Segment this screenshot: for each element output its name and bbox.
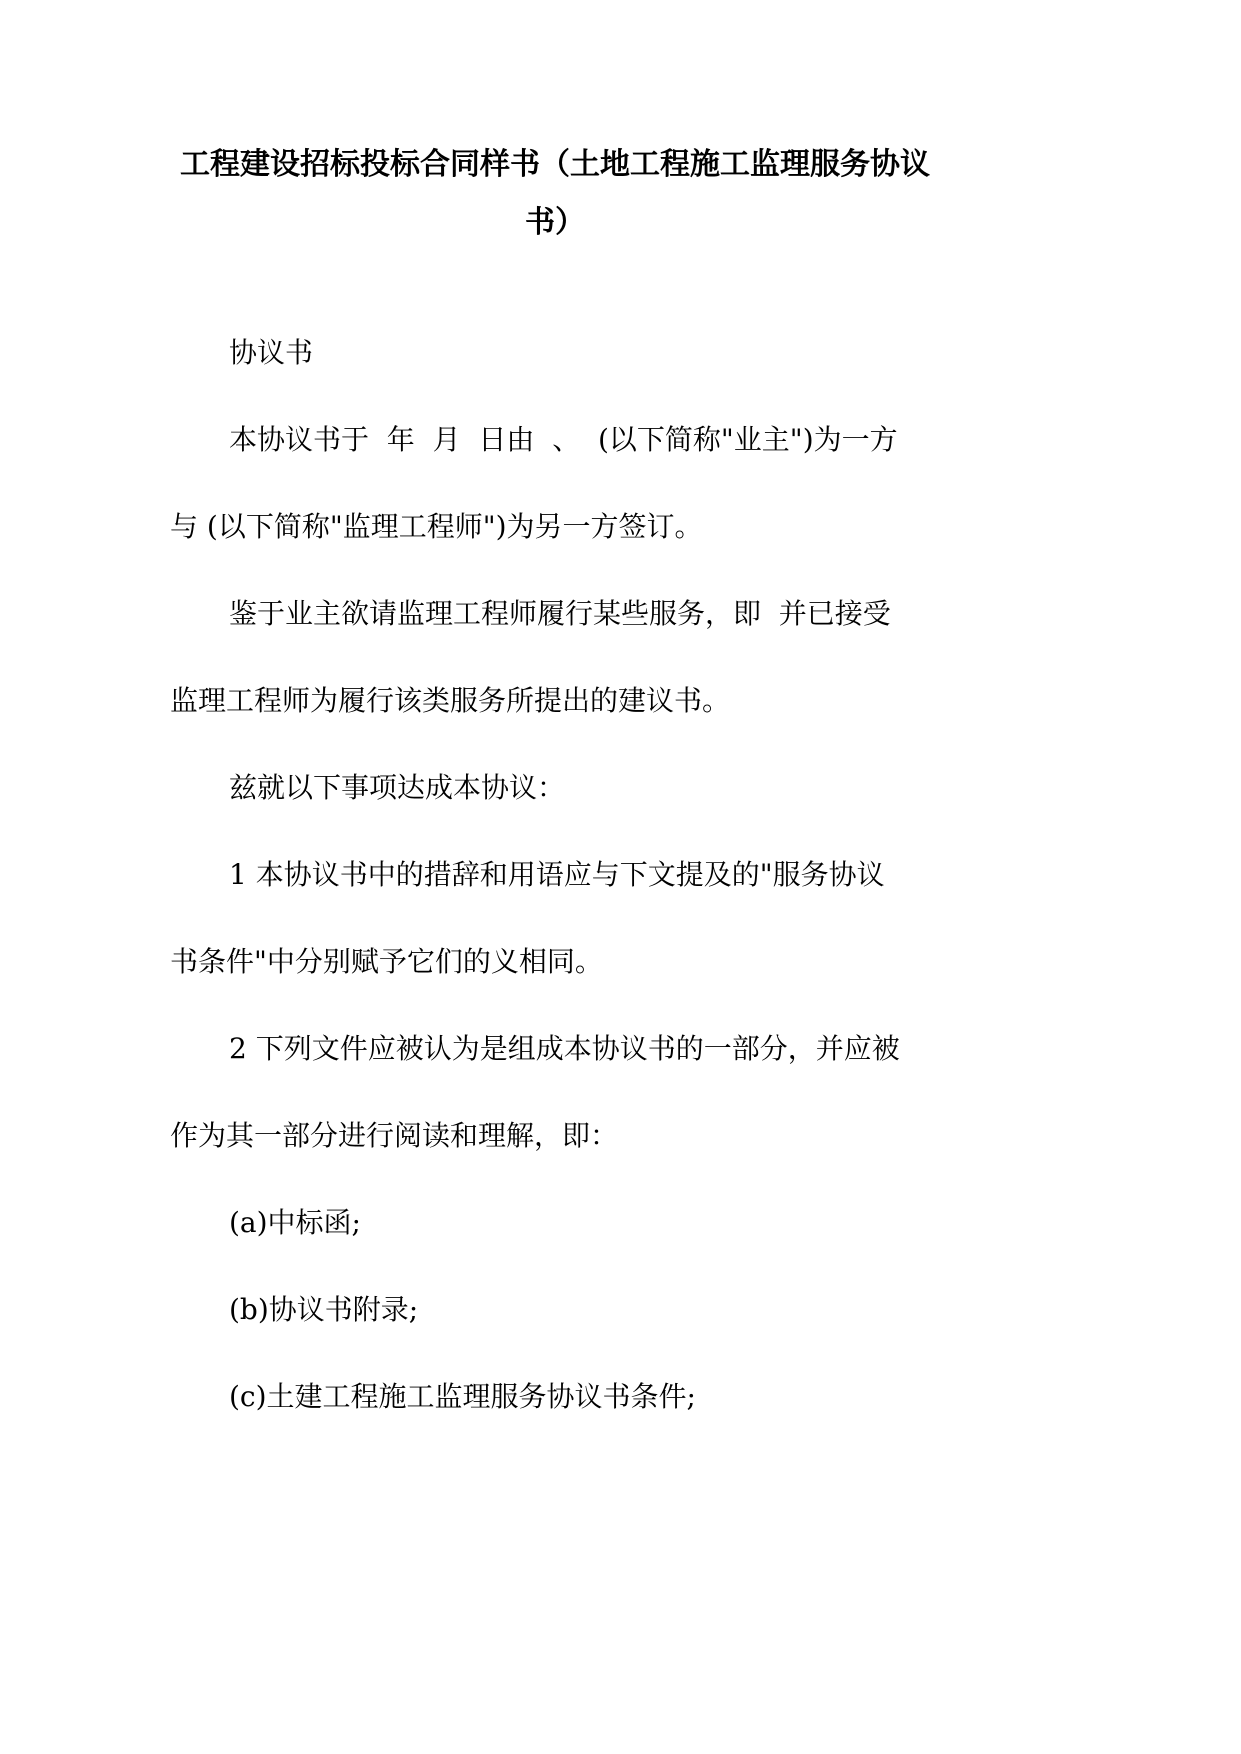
paragraph-agreement-intro: 兹就以下事项达成本协议： xyxy=(229,771,566,804)
clause-2-line-1: 2 下列文件应被认为是组成本协议书的一部分，并应被 xyxy=(229,1032,900,1065)
document-title-line-2: 书） xyxy=(525,205,585,240)
list-item-b: (b)协议书附录; xyxy=(229,1293,419,1326)
agreement-heading: 协议书 xyxy=(229,336,314,369)
clause-1-line-2: 书条件"中分别赋予它们的义相同。 xyxy=(170,945,603,978)
clause-1-line-1: 1 本协议书中的措辞和用语应与下文提及的"服务协议 xyxy=(229,858,885,891)
paragraph-whereas-line-2: 监理工程师为履行该类服务所提出的建议书。 xyxy=(170,684,731,717)
paragraph-parties-line-2: 与 (以下简称"监理工程师")为另一方签订。 xyxy=(170,510,703,543)
paragraph-whereas-line-1: 鉴于业主欲请监理工程师履行某些服务，即 并已接受 xyxy=(229,597,891,630)
list-item-c: (c)土建工程施工监理服务协议书条件; xyxy=(229,1380,696,1413)
clause-2-line-2: 作为其一部分进行阅读和理解，即： xyxy=(170,1119,619,1152)
paragraph-parties-line-1: 本协议书于 年 月 日由 、 (以下简称"业主")为一方 xyxy=(229,423,898,456)
document-title-line-1: 工程建设招标投标合同样书（土地工程施工监理服务协议 xyxy=(180,147,930,182)
list-item-a: (a)中标函; xyxy=(229,1206,361,1239)
